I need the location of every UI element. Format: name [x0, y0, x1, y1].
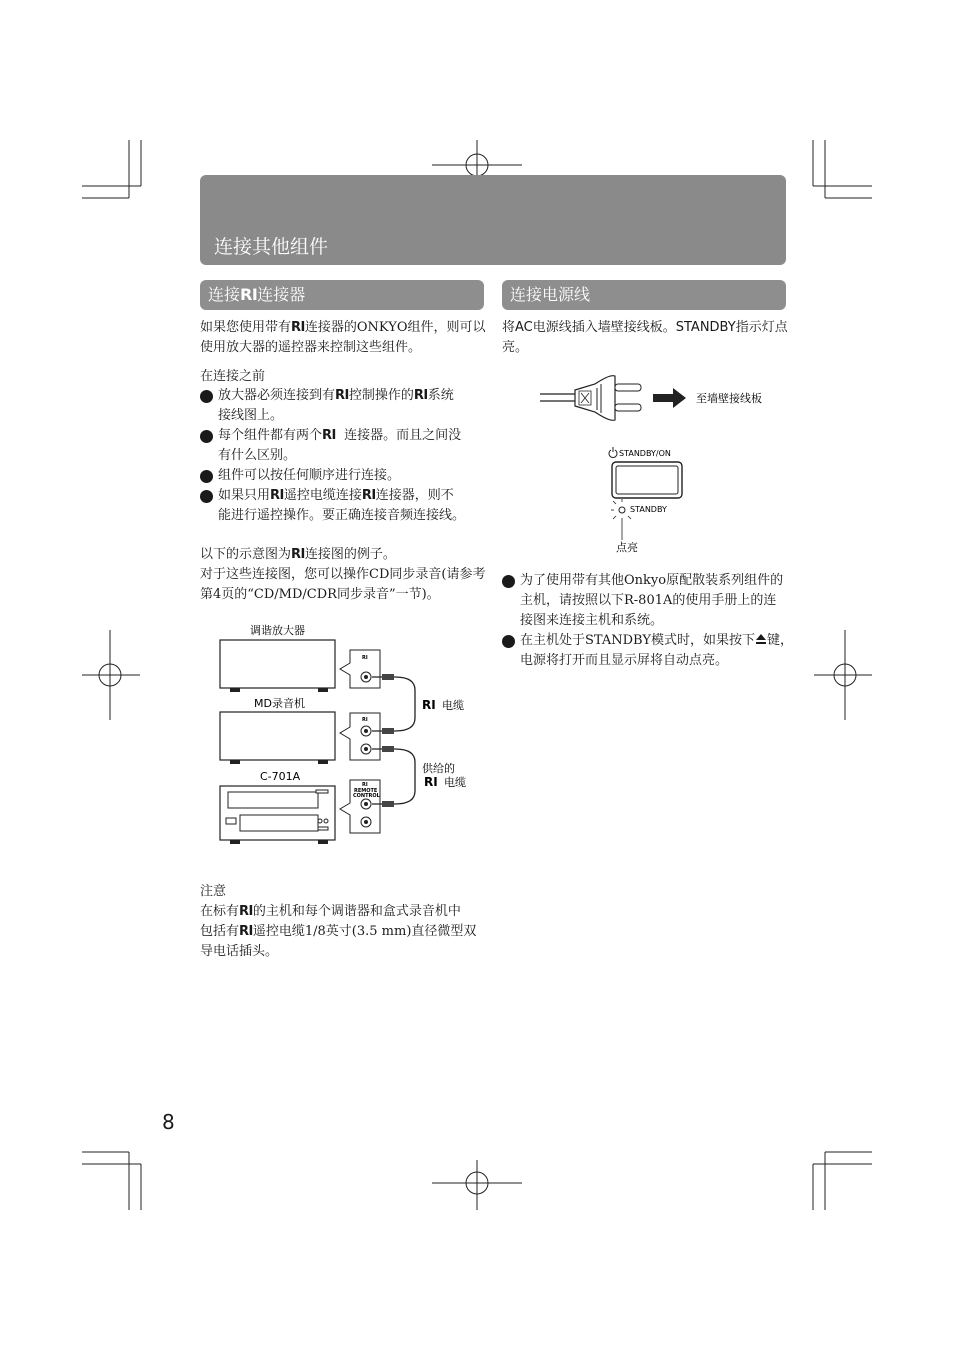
bullet-dot: [502, 635, 515, 648]
ri-logo: RI: [335, 388, 349, 403]
text: 在标有: [200, 904, 240, 919]
example-paragraph: [200, 545, 485, 605]
remote-control-label: REMOTE: [354, 788, 378, 794]
text: 连接器。而且之间没: [335, 428, 462, 443]
text: 放大器必须连接到有: [218, 388, 336, 403]
bullet-item: [520, 571, 783, 631]
ri-connection-diagram: [200, 615, 490, 850]
remote-control-label: CONTROL: [353, 793, 380, 799]
bullet-item: [520, 631, 793, 671]
md-recorder-unit: [220, 712, 335, 760]
text: 对于这些连接图，您可以操作CD同步录音(请参考: [200, 567, 486, 582]
standby-led-label: STANDBY: [630, 505, 667, 514]
arrow-right-icon: [653, 388, 686, 408]
text: 连接器，则不: [375, 488, 454, 503]
standby-diagram: [600, 442, 700, 562]
text: 以下的示意图为: [200, 547, 292, 562]
text: 如果只用: [218, 488, 271, 503]
bullet-dot: [200, 390, 213, 403]
supplied-ri-logo: RI: [424, 775, 438, 789]
supplied-label: 供给的: [422, 762, 455, 775]
text: 连接图的例子。: [304, 547, 396, 562]
bullet-dot: [200, 470, 213, 483]
bullet-item: [218, 386, 454, 426]
subheading-text: 连接: [208, 285, 241, 304]
text: 为了使用带有其他Onkyo原配散装系列组件的: [520, 573, 784, 588]
power-icon: [609, 447, 617, 457]
text: 连接器的ONKYO组件，则可以: [304, 320, 486, 335]
text: 接线图上。: [218, 408, 284, 423]
text: 使用放大器的遥控器来控制这些组件。: [200, 340, 422, 355]
text: 如果您使用带有: [200, 320, 292, 335]
md-label: MD录音机: [254, 697, 305, 710]
note-title: 注意: [200, 884, 227, 899]
ri-logo: RI: [413, 388, 428, 403]
plug-prong: [615, 404, 641, 411]
text: 导电话插头。: [200, 944, 279, 959]
lights-up-label: 点亮: [616, 541, 638, 554]
text: 遥控电缆连接: [283, 488, 362, 503]
text: 将AC电源线插入墙壁接线板。STANDBY指示灯点: [502, 320, 788, 335]
subheading-text: 连接器: [257, 285, 306, 304]
text: 主机，请按照以下R-801A的使用手册上的连: [520, 593, 777, 608]
plug-body: [575, 376, 615, 421]
ri-cable-logo: RI: [422, 698, 436, 712]
text: 有什么区别。: [218, 448, 297, 463]
jack-ri-label: RI: [362, 782, 368, 788]
plug-prong: [615, 384, 641, 391]
text: 的主机和每个调谐器和盒式录音机中: [252, 904, 461, 919]
note-paragraph: [200, 902, 476, 962]
eject-icon: [755, 633, 767, 645]
text: 能进行遥控操作。要正确连接音频连接线。: [218, 508, 466, 523]
subheading-power-cord: 连接电源线: [502, 280, 786, 310]
ri-logo: RI: [291, 547, 305, 562]
power-plug-diagram: [535, 370, 785, 425]
jack-ri-label: RI: [362, 717, 368, 723]
text: 系统: [427, 388, 454, 403]
text: 组件可以按任何顺序进行连接。: [218, 468, 401, 483]
power-intro: [502, 318, 788, 358]
text: 每个组件都有两个: [218, 428, 323, 443]
ri-logo: RI: [239, 904, 253, 919]
before-connecting-title: 在连接之前: [200, 369, 266, 384]
supplied-cable-label: 电缆: [444, 776, 466, 789]
bullet-item: [218, 426, 461, 466]
standby-on-button: [612, 462, 682, 498]
text: 电源将打开而且显示屏将自动点亮。: [520, 653, 729, 668]
to-wall-outlet-label: 至墙壁接线板: [696, 392, 762, 405]
bullet-item: [218, 466, 400, 486]
text: 接图来连接主机和系统。: [520, 613, 664, 628]
bullet-item: [218, 486, 465, 526]
ri-logo: RI: [239, 924, 253, 939]
text: 键，: [766, 633, 793, 648]
section-title: 连接其他组件: [214, 236, 329, 258]
subheading-ri-connector: [200, 280, 484, 310]
ri-logo: RI: [291, 320, 305, 335]
amplifier-unit: [220, 640, 335, 688]
text: 第4页的“CD/MD/CDR同步录音”一节)。: [200, 587, 440, 602]
standby-on-label: STANDBY/ON: [619, 449, 671, 458]
page-number: 8: [162, 1110, 175, 1134]
text: 控制操作的: [348, 388, 414, 403]
text: 遥控电缆1/8英寸(3.5 mm)直径微型双: [252, 924, 477, 939]
ri-logo: RI: [270, 488, 284, 503]
bullet-dot: [502, 575, 515, 588]
amp-label: 调谐放大器: [250, 624, 305, 637]
c701a-label: C-701A: [260, 770, 301, 783]
ri-logo: RI: [240, 285, 258, 304]
standby-led: [619, 507, 625, 513]
jack-ri-label: RI: [362, 655, 368, 661]
intro-paragraph: [200, 318, 486, 358]
ri-cable-label: 电缆: [442, 699, 464, 712]
bullet-dot: [200, 490, 213, 503]
ri-logo: RI: [322, 428, 336, 443]
text: 亮。: [502, 340, 529, 355]
ri-logo: RI: [361, 488, 376, 503]
text: 在主机处于STANDBY模式时，如果按下: [520, 633, 755, 648]
bullet-dot: [200, 430, 213, 443]
text: 包括有: [200, 924, 240, 939]
